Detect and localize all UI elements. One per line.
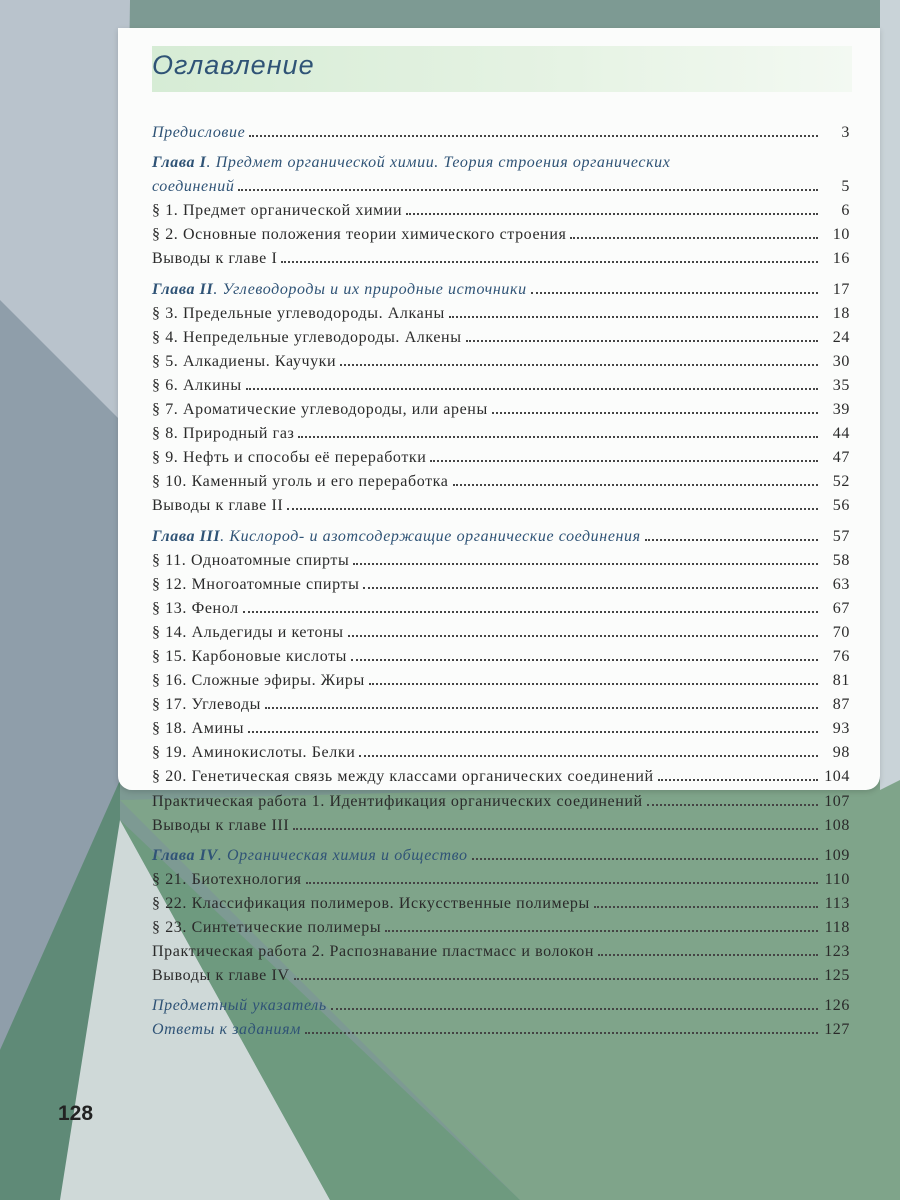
toc-page-number: 3	[841, 124, 850, 141]
page-title: Оглавление	[152, 50, 315, 80]
dot-leader	[658, 779, 818, 781]
toc-page-number: 76	[832, 647, 850, 665]
toc-entry[interactable]	[152, 648, 850, 672]
toc-page-number: 17	[832, 280, 850, 298]
toc-entry-label: § 23. Синтетические полимеры	[152, 919, 382, 936]
toc-entry[interactable]	[152, 576, 850, 600]
toc-entry[interactable]	[152, 449, 850, 473]
dot-leader	[385, 930, 818, 932]
dot-leader	[570, 237, 818, 239]
dot-leader	[265, 707, 818, 709]
toc-entry[interactable]	[152, 600, 850, 624]
toc-entry[interactable]	[152, 401, 850, 425]
toc-entry[interactable]	[152, 329, 850, 353]
toc-page-number: 81	[832, 672, 850, 690]
toc-page-number: 57	[832, 527, 850, 545]
toc-entry-label: § 11. Одноатомные спирты	[152, 551, 350, 569]
toc-page-number: 104	[824, 768, 850, 786]
dot-leader	[645, 539, 818, 541]
dot-leader	[449, 316, 818, 318]
dot-leader	[359, 755, 818, 757]
toc-page-number: 118	[824, 919, 850, 936]
toc-chapter-line	[152, 154, 850, 178]
toc-entry-label: соединений	[152, 178, 235, 196]
toc-entry-label: § 13. Фенол	[152, 599, 239, 617]
toc-entry[interactable]	[152, 696, 850, 720]
dot-leader	[351, 659, 818, 661]
dot-leader	[598, 954, 818, 956]
toc-entry[interactable]	[152, 624, 850, 648]
toc-entry[interactable]	[152, 425, 850, 449]
toc-page-number: 5	[841, 178, 850, 196]
toc-chapter-entry[interactable]	[152, 847, 850, 871]
toc-page-number: 30	[832, 352, 850, 370]
toc-page-number: 63	[832, 575, 850, 593]
toc-entry-label: Ответы к заданиям	[152, 1021, 301, 1039]
toc-entry[interactable]	[152, 1021, 850, 1045]
dot-leader	[331, 1008, 818, 1010]
toc-entry-label: Глава III. Кислород- и азотсодержащие органические соединения	[152, 527, 641, 545]
toc-entry-label: § 2. Основные положения теории химического строения	[152, 226, 567, 244]
toc-page-number: 107	[824, 792, 850, 810]
toc-page-number: 6	[841, 202, 850, 220]
toc-entry-label: § 17. Углеводы	[152, 696, 262, 714]
dot-leader	[363, 587, 818, 589]
toc-page-number: 109	[824, 846, 850, 864]
toc-entry[interactable]	[152, 178, 850, 202]
page-number: 128	[58, 1102, 94, 1125]
toc-page-number: 35	[832, 376, 850, 394]
dot-leader	[249, 135, 818, 137]
dot-leader	[248, 731, 818, 733]
toc-entry-label: Предисловие	[152, 124, 246, 141]
dot-leader	[453, 484, 818, 486]
dot-leader	[466, 340, 818, 342]
toc-page-number: 39	[832, 401, 850, 419]
dot-leader	[306, 882, 818, 884]
dot-leader	[348, 635, 818, 637]
toc-page-number: 47	[832, 449, 850, 467]
toc-entry[interactable]	[152, 124, 850, 148]
dot-leader	[406, 213, 818, 215]
toc-entry-label: § 8. Природный газ	[152, 425, 295, 443]
toc-page-number: 113	[824, 894, 850, 912]
toc-entry-label: § 21. Биотехнология	[152, 870, 302, 888]
toc-page-number: 24	[832, 328, 850, 346]
toc-entry-label: § 4. Непредельные углеводороды. Алкены	[152, 328, 462, 346]
toc-page-number: 123	[824, 943, 850, 961]
toc-page-number: 18	[832, 304, 850, 322]
toc-entry[interactable]	[152, 353, 850, 377]
dot-leader	[246, 388, 818, 390]
toc-entry-label: Практическая работа 2. Распознавание пластмасс и волокон	[152, 943, 595, 961]
toc-entry[interactable]	[152, 473, 850, 497]
toc-page-number: 58	[832, 551, 850, 569]
toc-entry-label: § 7. Ароматические углеводороды, или арены	[152, 401, 488, 419]
toc-entry[interactable]	[152, 895, 850, 919]
dot-leader	[353, 563, 818, 565]
toc-entry-label: Выводы к главе II	[152, 497, 284, 515]
toc-entry-label: § 5. Алкадиены. Каучуки	[152, 352, 337, 370]
dot-leader	[492, 412, 818, 414]
toc-chapter-entry[interactable]	[152, 281, 850, 305]
dot-leader	[430, 460, 818, 462]
toc-page-number: 108	[824, 816, 850, 834]
toc-entry-label: § 15. Карбоновые кислоты	[152, 647, 348, 665]
toc-entry[interactable]	[152, 497, 850, 521]
dot-leader	[531, 292, 818, 294]
toc-page-number: 127	[824, 1021, 850, 1039]
toc-entry-label: § 20. Генетическая связь между классами органических соединений	[152, 768, 654, 786]
toc-entry-label: Выводы к главе I	[152, 250, 278, 268]
dot-leader	[298, 436, 818, 438]
toc-page-number: 16	[832, 250, 850, 268]
toc-page-number: 125	[824, 967, 850, 985]
toc-entry[interactable]	[152, 672, 850, 696]
toc-entry-label: Выводы к главе III	[152, 816, 290, 834]
toc-entry[interactable]	[152, 552, 850, 576]
toc-card	[118, 28, 880, 1039]
toc-entry[interactable]	[152, 744, 850, 768]
toc-page-number: 110	[824, 870, 850, 888]
dot-leader	[369, 683, 818, 685]
toc-entry-label: § 16. Сложные эфиры. Жиры	[152, 672, 365, 690]
dot-leader	[281, 261, 818, 263]
dot-leader	[287, 508, 818, 510]
toc-entry-label: § 3. Предельные углеводороды. Алканы	[152, 304, 445, 322]
toc-entry-label: § 14. Альдегиды и кетоны	[152, 623, 344, 641]
table-of-contents	[152, 124, 850, 1045]
toc-entry[interactable]	[152, 202, 850, 226]
toc-entry[interactable]	[152, 817, 850, 841]
toc-page-number: 10	[832, 226, 850, 244]
toc-entry[interactable]	[152, 871, 850, 895]
toc-entry[interactable]	[152, 997, 850, 1021]
toc-entry[interactable]	[152, 377, 850, 401]
toc-entry-label: § 1. Предмет органической химии	[152, 202, 403, 220]
toc-entry-label: § 10. Каменный уголь и его переработка	[152, 473, 449, 491]
toc-page-number: 98	[832, 744, 850, 762]
dot-leader	[238, 189, 818, 191]
toc-entry-label: § 12. Многоатомные спирты	[152, 575, 360, 593]
toc-entry[interactable]	[152, 768, 850, 792]
toc-entry[interactable]	[152, 305, 850, 329]
toc-entry-label: § 19. Аминокислоты. Белки	[152, 744, 356, 762]
toc-entry-label: Глава II. Углеводороды и их природные источники	[152, 280, 527, 298]
toc-entry-label: § 22. Классификация полимеров. Искусственные полимеры	[152, 894, 590, 912]
toc-page-number: 52	[832, 473, 850, 491]
toc-entry-label: Практическая работа 1. Идентификация органических соединений	[152, 792, 643, 810]
toc-entry-label: § 18. Амины	[152, 720, 245, 738]
toc-page-number: 67	[832, 599, 850, 617]
toc-entry[interactable]	[152, 720, 850, 744]
toc-page-number: 56	[832, 497, 850, 515]
toc-entry-label: § 9. Нефть и способы её переработки	[152, 449, 427, 467]
toc-page-number: 70	[832, 623, 850, 641]
toc-entry[interactable]	[152, 250, 850, 274]
dot-leader	[647, 804, 818, 806]
toc-entry[interactable]	[152, 226, 850, 250]
toc-entry-label: Глава IV. Органическая химия и общество	[152, 846, 468, 864]
dot-leader	[472, 858, 818, 860]
dot-leader	[243, 611, 818, 613]
toc-chapter-label: Глава I. Предмет органической химии. Теория строения органических	[152, 154, 671, 172]
toc-entry[interactable]	[152, 967, 850, 991]
toc-entry[interactable]	[152, 919, 850, 943]
dot-leader	[594, 906, 818, 908]
toc-entry-label: Предметный указатель	[152, 997, 327, 1015]
toc-page-number: 126	[824, 997, 850, 1015]
toc-chapter-entry[interactable]	[152, 528, 850, 552]
dot-leader	[294, 978, 818, 980]
toc-entry[interactable]	[152, 793, 850, 817]
toc-entry-label: Выводы к главе IV	[152, 967, 290, 985]
toc-entry[interactable]	[152, 943, 850, 967]
toc-page-number: 44	[832, 425, 850, 443]
dot-leader	[305, 1032, 818, 1034]
toc-page-number: 87	[832, 696, 850, 714]
toc-entry-label: § 6. Алкины	[152, 376, 242, 394]
dot-leader	[340, 364, 818, 366]
toc-page-number: 93	[832, 720, 850, 738]
dot-leader	[293, 828, 818, 830]
